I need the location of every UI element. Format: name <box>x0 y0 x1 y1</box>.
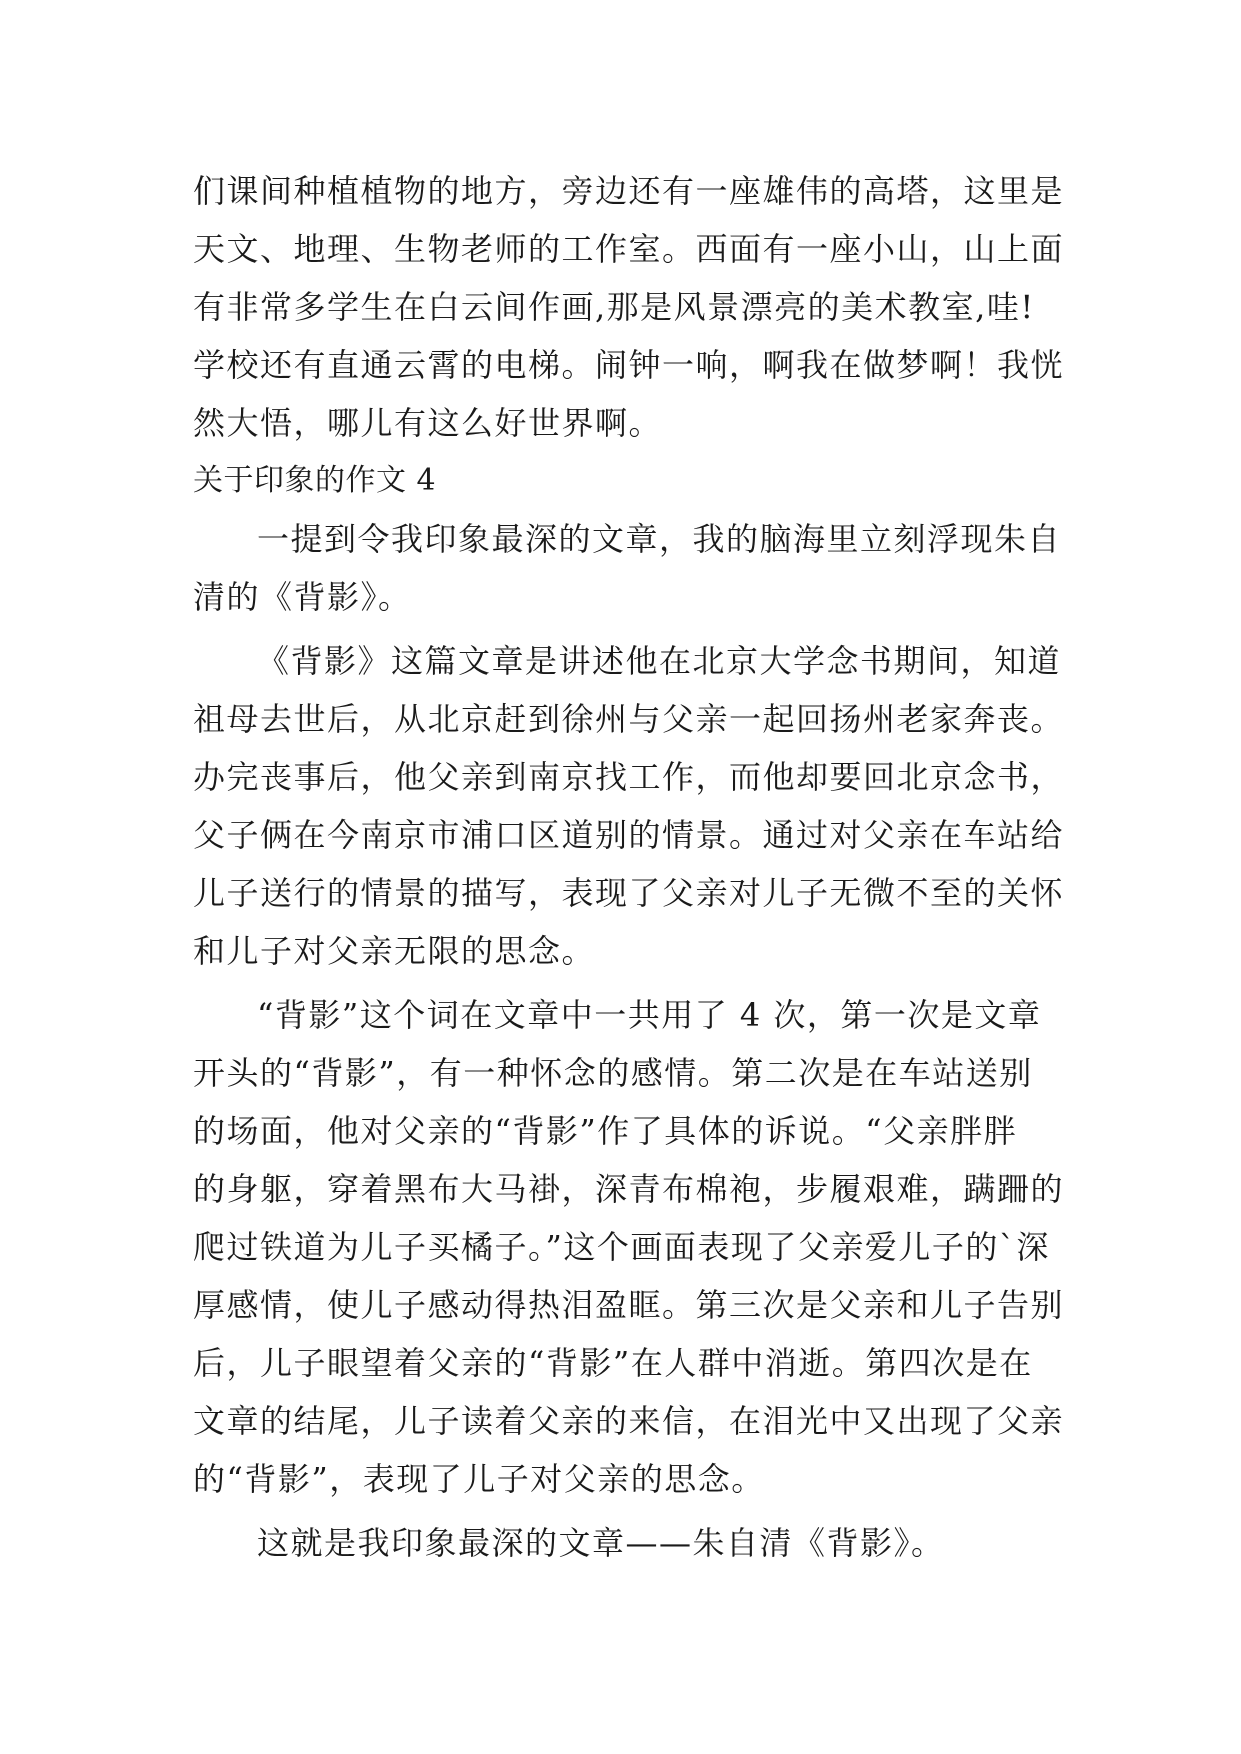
text-line: 的身躯，穿着黑布大马褂，深青布棉袍，步履艰难，蹒跚的 <box>193 1170 1065 1208</box>
text-line: 文章的结尾，儿子读着父亲的来信，在泪光中又出现了父亲 <box>193 1402 1065 1440</box>
text-line: 爬过铁道为儿子买橘子。”这个画面表现了父亲爱儿子的`深 <box>193 1228 1050 1266</box>
text-line: 天文、地理、生物老师的工作室。西面有一座小山，山上面 <box>193 230 1065 268</box>
section-title: 关于印象的作文 4 <box>193 463 437 498</box>
paragraph <box>193 986 1063 1508</box>
text-line: 开头的“背影”，有一种怀念的感情。第二次是在车站送别 <box>193 1054 1033 1092</box>
text-line: 儿子送行的情景的描写，表现了父亲对儿子无微不至的关怀 <box>193 874 1065 912</box>
text-line: 们课间种植植物的地方，旁边还有一座雄伟的高塔，这里是 <box>193 172 1065 210</box>
text-line: 厚感情，使儿子感动得热泪盈眶。第三次是父亲和儿子告别 <box>193 1286 1065 1324</box>
text-line: 有非常多学生在白云间作画,那是风景漂亮的美术教室,哇! <box>193 288 1035 326</box>
text-line: “背影”这个词在文章中一共用了 4 次，第一次是文章 <box>257 996 1042 1034</box>
text-line: 后，儿子眼望着父亲的“背影”在人群中消逝。第四次是在 <box>193 1344 1033 1382</box>
text-line: 这就是我印象最深的文章——朱自清《背影》。 <box>257 1524 945 1562</box>
text-line: 《背影》这篇文章是讲述他在北京大学念书期间，知道 <box>257 642 1062 680</box>
paragraph <box>193 1514 1063 1572</box>
paragraph <box>193 510 1063 626</box>
text-line: 清的《背影》。 <box>193 578 412 616</box>
intro-paragraph <box>193 162 1063 452</box>
text-line: 办完丧事后，他父亲到南京找工作，而他却要回北京念书， <box>193 758 1065 796</box>
text-line: 父子俩在今南京市浦口区道别的情景。通过对父亲在车站给 <box>193 816 1065 854</box>
document-body <box>193 162 1063 1572</box>
text-line: 祖母去世后，从北京赶到徐州与父亲一起回扬州老家奔丧。 <box>193 700 1065 738</box>
text-line: 和儿子对父亲无限的思念。 <box>193 932 596 970</box>
text-line: 的“背影”，表现了儿子对父亲的思念。 <box>193 1460 765 1498</box>
text-line: 一提到令我印象最深的文章，我的脑海里立刻浮现朱自 <box>257 520 1062 558</box>
text-line: 然大悟，哪儿有这么好世界啊。 <box>193 404 663 442</box>
text-line: 学校还有直通云霄的电梯。闹钟一响，啊我在做梦啊！我恍 <box>193 346 1065 384</box>
text-line: 的场面，他对父亲的“背影”作了具体的诉说。“父亲胖胖 <box>193 1112 1018 1150</box>
paragraph <box>193 632 1063 980</box>
